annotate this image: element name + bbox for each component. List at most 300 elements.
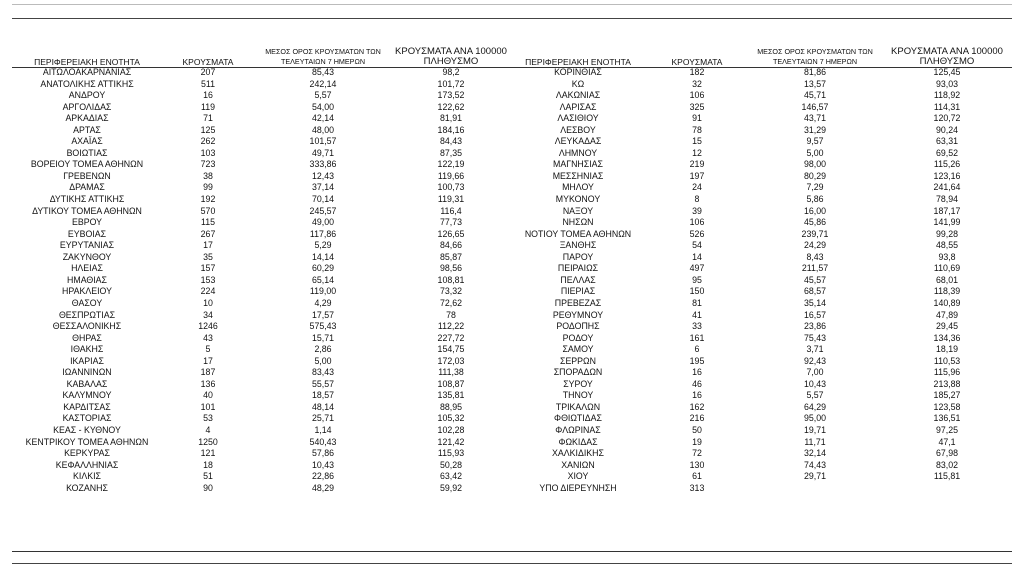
header-per100k-2: ΚΡΟΥΣΜΑΤΑ ΑΝΑ 100000 ΠΛΗΘΥΣΜΟ: [891, 46, 1003, 67]
left-avg7-cell: 5,00: [314, 355, 332, 366]
left-region-cell: ΗΡΑΚΛΕΙΟΥ: [62, 286, 112, 297]
left-region-cell: ΘΕΣΠΡΩΤΙΑΣ: [58, 309, 116, 320]
right-avg7-cell: 19,71: [803, 424, 826, 435]
left-avg7-cell: 48,29: [311, 482, 334, 493]
right-avg7-cell: 23,86: [803, 321, 826, 332]
table-row: [12, 240, 1012, 252]
left-avg7-cell: 22,86: [311, 471, 334, 482]
left-per100k-cell: 85,87: [439, 251, 462, 262]
right-avg7-cell: 45,71: [803, 90, 826, 101]
left-region-cell: ΔΥΤΙΚΟΥ ΤΟΜΕΑ ΑΘΗΝΩΝ: [32, 205, 142, 216]
left-per100k-cell: 73,32: [439, 286, 462, 297]
right-per100k-cell: 48,55: [935, 240, 958, 251]
left-avg7-cell: 2,86: [314, 344, 332, 355]
left-avg7-cell: 12,43: [311, 170, 334, 181]
left-region-cell: ΘΑΣΟΥ: [71, 297, 103, 308]
right-cases-cell: 41: [692, 309, 702, 320]
right-region-cell: ΦΛΩΡΙΝΑΣ: [555, 424, 601, 435]
right-per100k-cell: 115,81: [933, 471, 961, 482]
left-per100k-cell: 184,16: [437, 124, 465, 135]
right-avg7-cell: 75,43: [803, 332, 826, 343]
cases-table: [12, 40, 1012, 494]
left-avg7-cell: 5,57: [314, 90, 332, 101]
right-region-cell: ΠΕΛΛΑΣ: [560, 274, 596, 285]
right-per100k-cell: 93,8: [938, 251, 956, 262]
right-region-cell: ΧΑΛΚΙΔΙΚΗΣ: [552, 448, 604, 459]
left-avg7-cell: 14,14: [311, 251, 334, 262]
left-avg7-cell: 83,43: [311, 367, 334, 378]
right-avg7-cell: 43,71: [803, 113, 826, 124]
right-cases-cell: 162: [689, 401, 705, 412]
table-row: [12, 67, 1012, 79]
left-avg7-cell: 15,71: [311, 332, 334, 343]
right-region-cell: ΥΠΟ ΔΙΕΡΕΥΝΗΣΗ: [539, 482, 617, 493]
right-per100k-cell: 83,02: [935, 459, 958, 470]
right-avg7-cell: 31,29: [803, 124, 826, 135]
header-region: ΠΕΡΙΦΕΡΕΙΑΚΗ ΕΝΟΤΗΤΑ: [34, 57, 140, 67]
right-avg7-cell: 10,43: [803, 378, 826, 389]
right-per100k-cell: 123,58: [933, 401, 961, 412]
table-row: [12, 113, 1012, 125]
left-region-cell: ΒΟΡΕΙΟΥ ΤΟΜΕΑ ΑΘΗΝΩΝ: [30, 159, 144, 170]
right-region-cell: ΠΙΕΡΙΑΣ: [560, 286, 596, 297]
header-avg7: ΜΕΣΟΣ ΟΡΟΣ ΚΡΟΥΣΜΑΤΩΝ ΤΩΝ ΤΕΛΕΥΤΑΙΩΝ 7 ΗΜΕΡΩΝ: [265, 47, 381, 66]
right-region-cell: ΡΟΔΟΠΗΣ: [556, 321, 600, 332]
left-region-cell: ΔΥΤΙΚΗΣ ΑΤΤΙΚΗΣ: [49, 194, 125, 205]
right-cases-cell: 81: [692, 297, 702, 308]
table-body: [12, 67, 1012, 494]
right-cases-cell: 106: [689, 217, 705, 228]
table-row: [12, 252, 1012, 264]
right-per100k-cell: 47,89: [935, 309, 958, 320]
left-avg7-cell: 54,00: [311, 101, 334, 112]
left-avg7-cell: 85,43: [311, 67, 334, 78]
left-region-cell: ΘΗΡΑΣ: [72, 332, 102, 343]
right-cases-cell: 33: [692, 321, 702, 332]
right-avg7-cell: 64,29: [803, 401, 826, 412]
table-row: [12, 125, 1012, 137]
table-row: [12, 483, 1012, 495]
right-per100k-cell: 187,17: [933, 205, 961, 216]
right-avg7-cell: 239,71: [801, 228, 829, 239]
right-cases-cell: 50: [692, 424, 702, 435]
left-region-cell: ΚΑΣΤΟΡΙΑΣ: [62, 413, 112, 424]
left-region-cell: ΓΡΕΒΕΝΩΝ: [63, 170, 111, 181]
right-region-cell: ΛΑΚΩΝΙΑΣ: [555, 90, 601, 101]
left-avg7-cell: 10,43: [311, 459, 334, 470]
left-per100k-cell: 172,03: [437, 355, 465, 366]
left-avg7-cell: 48,14: [311, 401, 334, 412]
right-region-cell: ΛΕΥΚΑΔΑΣ: [554, 136, 602, 147]
right-region-cell: ΡΟΔΟΥ: [562, 332, 594, 343]
right-avg7-cell: 92,43: [803, 355, 826, 366]
right-avg7-cell: 95,00: [803, 413, 826, 424]
right-cases-cell: 195: [689, 355, 705, 366]
right-region-cell: ΡΕΘΥΜΝΟΥ: [552, 309, 604, 320]
left-region-cell: ΙΩΑΝΝΙΝΩΝ: [62, 367, 112, 378]
left-avg7-cell: 540,43: [309, 436, 337, 447]
left-cases-cell: 17: [203, 240, 213, 251]
left-region-cell: ΚΕΝΤΡΙΚΟΥ ΤΟΜΕΑ ΑΘΗΝΩΝ: [25, 436, 149, 447]
left-per100k-cell: 108,81: [437, 274, 465, 285]
right-per100k-cell: 97,25: [935, 424, 958, 435]
left-per100k-cell: 63,42: [439, 471, 462, 482]
right-cases-cell: 6: [694, 344, 700, 355]
right-region-cell: ΜΕΣΣΗΝΙΑΣ: [552, 170, 604, 181]
table-row: [12, 379, 1012, 391]
left-avg7-cell: 575,43: [309, 321, 337, 332]
left-per100k-cell: 105,32: [437, 413, 465, 424]
left-per100k-cell: 81,91: [439, 113, 462, 124]
right-region-cell: ΛΗΜΝΟΥ: [558, 147, 598, 158]
left-cases-cell: 207: [200, 67, 216, 78]
left-avg7-cell: 333,86: [309, 159, 337, 170]
right-cases-cell: 16: [692, 367, 702, 378]
table-row: [12, 148, 1012, 160]
header-per100k: ΚΡΟΥΣΜΑΤΑ ΑΝΑ 100000 ΠΛΗΘΥΣΜΟ: [395, 46, 507, 67]
right-cases-cell: 16: [692, 390, 702, 401]
left-region-cell: ΑΧΑΪΑΣ: [71, 136, 103, 147]
left-avg7-cell: 57,86: [311, 448, 334, 459]
right-avg7-cell: 11,71: [804, 436, 826, 447]
left-avg7-cell: 48,00: [311, 124, 334, 135]
left-region-cell: ΒΟΙΩΤΙΑΣ: [66, 147, 108, 158]
right-cases-cell: 150: [689, 286, 705, 297]
right-cases-cell: 61: [692, 471, 702, 482]
left-region-cell: ΑΝΔΡΟΥ: [68, 90, 106, 101]
left-cases-cell: 35: [203, 251, 213, 262]
right-cases-cell: 313: [689, 482, 705, 493]
table-row: [12, 413, 1012, 425]
right-avg7-cell: 35,14: [803, 297, 826, 308]
table-row: [12, 171, 1012, 183]
right-avg7-cell: 98,00: [803, 159, 826, 170]
left-cases-cell: 723: [200, 159, 216, 170]
left-per100k-cell: 87,35: [439, 147, 462, 158]
right-cases-cell: 46: [692, 378, 702, 389]
left-cases-cell: 5: [205, 344, 211, 355]
left-avg7-cell: 25,71: [311, 413, 334, 424]
left-per100k-cell: 78: [446, 309, 456, 320]
right-cases-cell: 497: [689, 263, 705, 274]
right-cases-cell: 325: [689, 101, 705, 112]
right-per100k-cell: 90,24: [935, 124, 958, 135]
right-per100k-cell: 115,96: [933, 367, 961, 378]
right-per100k-cell: 115,26: [933, 159, 961, 170]
left-region-cell: ΘΕΣΣΑΛΟΝΙΚΗΣ: [52, 321, 122, 332]
left-cases-cell: 40: [203, 390, 213, 401]
right-cases-cell: 106: [689, 90, 705, 101]
right-per100k-cell: 67,98: [935, 448, 958, 459]
right-avg7-cell: 24,29: [803, 240, 826, 251]
left-per100k-cell: 116,4: [440, 205, 462, 216]
right-per100k-cell: 93,03: [935, 78, 958, 89]
left-per100k-cell: 121,42: [437, 436, 465, 447]
right-avg7-cell: 9,57: [806, 136, 824, 147]
left-per100k-cell: 102,28: [437, 424, 465, 435]
right-region-cell: ΠΡΕΒΕΖΑΣ: [554, 297, 602, 308]
right-avg7-cell: 16,00: [803, 205, 826, 216]
table-row: [12, 182, 1012, 194]
right-per100k-cell: 68,01: [935, 274, 958, 285]
right-cases-cell: 32: [692, 78, 702, 89]
left-avg7-cell: 4,29: [314, 297, 332, 308]
table-row: [12, 136, 1012, 148]
right-avg7-cell: 32,14: [803, 448, 826, 459]
top-rule: [12, 18, 1012, 19]
left-per100k-cell: 100,73: [437, 182, 465, 193]
left-avg7-cell: 242,14: [309, 78, 337, 89]
right-per100k-cell: 29,45: [935, 321, 958, 332]
left-avg7-cell: 42,14: [311, 113, 334, 124]
left-per100k-cell: 101,72: [437, 78, 465, 89]
table-row: [12, 298, 1012, 310]
header-cases-2: ΚΡΟΥΣΜΑΤΑ: [671, 57, 723, 67]
left-per100k-cell: 119,66: [437, 170, 465, 181]
right-region-cell: ΣΑΜΟΥ: [562, 344, 594, 355]
table-row: [12, 263, 1012, 275]
left-region-cell: ΕΥΒΟΙΑΣ: [67, 228, 107, 239]
left-cases-cell: 71: [203, 113, 213, 124]
right-cases-cell: 15: [692, 136, 702, 147]
right-region-cell: ΝΟΤΙΟΥ ΤΟΜΕΑ ΑΘΗΝΩΝ: [524, 228, 632, 239]
right-per100k-cell: 123,16: [933, 170, 961, 181]
right-cases-cell: 78: [692, 124, 702, 135]
right-per100k-cell: 63,31: [935, 136, 958, 147]
right-per100k-cell: 241,64: [933, 182, 961, 193]
table-row: [12, 194, 1012, 206]
right-per100k-cell: 120,72: [933, 113, 961, 124]
left-per100k-cell: 98,2: [442, 67, 460, 78]
header-region-2: ΠΕΡΙΦΕΡΕΙΑΚΗ ΕΝΟΤΗΤΑ: [525, 57, 631, 67]
right-cases-cell: 72: [692, 448, 702, 459]
right-region-cell: ΦΘΙΩΤΙΔΑΣ: [554, 413, 602, 424]
left-cases-cell: 125: [200, 124, 216, 135]
right-region-cell: ΜΗΛΟΥ: [562, 182, 594, 193]
left-avg7-cell: 60,29: [311, 263, 334, 274]
left-cases-cell: 16: [203, 90, 213, 101]
table-row: [12, 367, 1012, 379]
left-cases-cell: 511: [200, 78, 216, 89]
left-per100k-cell: 112,22: [437, 321, 465, 332]
right-per100k-cell: 110,53: [933, 355, 961, 366]
left-region-cell: ΚΑΛΥΜΝΟΥ: [62, 390, 112, 401]
left-per100k-cell: 84,66: [439, 240, 462, 251]
right-avg7-cell: 5,00: [806, 147, 824, 158]
left-cases-cell: 187: [200, 367, 216, 378]
left-per100k-cell: 122,62: [437, 101, 465, 112]
left-region-cell: ΚΙΛΚΙΣ: [73, 471, 101, 482]
left-cases-cell: 4: [205, 424, 211, 435]
left-per100k-cell: 135,81: [437, 390, 465, 401]
top-rule-light: [12, 4, 1012, 5]
left-per100k-cell: 227,72: [437, 332, 465, 343]
right-avg7-cell: 81,86: [803, 67, 826, 78]
table-row: [12, 159, 1012, 171]
right-per100k-cell: 136,51: [933, 413, 961, 424]
right-per100k-cell: 47,1: [938, 436, 956, 447]
right-region-cell: ΤΗΝΟΥ: [562, 390, 594, 401]
table-row: [12, 79, 1012, 91]
left-region-cell: ΔΡΑΜΑΣ: [69, 182, 105, 193]
left-cases-cell: 51: [203, 471, 213, 482]
right-region-cell: ΣΠΟΡΑΔΩΝ: [553, 367, 603, 378]
table-row: [12, 448, 1012, 460]
left-region-cell: ΑΡΤΑΣ: [73, 124, 101, 135]
table-header-row: [12, 40, 1012, 67]
right-avg7-cell: 45,57: [803, 274, 826, 285]
right-avg7-cell: 29,71: [803, 471, 826, 482]
left-region-cell: ΑΡΚΑΔΙΑΣ: [65, 113, 109, 124]
right-avg7-cell: 5,86: [806, 194, 824, 205]
right-cases-cell: 91: [692, 113, 702, 124]
right-avg7-cell: 74,43: [803, 459, 826, 470]
table-row: [12, 390, 1012, 402]
table-row: [12, 275, 1012, 287]
right-cases-cell: 197: [689, 170, 705, 181]
right-per100k-cell: 78,94: [935, 194, 958, 205]
left-per100k-cell: 88,95: [439, 401, 462, 412]
left-per100k-cell: 84,43: [439, 136, 462, 147]
right-region-cell: ΝΗΣΩΝ: [562, 217, 594, 228]
left-avg7-cell: 49,71: [311, 147, 334, 158]
left-region-cell: ΚΕΦΑΛΛΗΝΙΑΣ: [55, 459, 119, 470]
left-cases-cell: 267: [200, 228, 216, 239]
left-cases-cell: 115: [200, 217, 216, 228]
right-per100k-cell: 125,45: [933, 67, 961, 78]
right-per100k-cell: 118,39: [933, 286, 961, 297]
table-row: [12, 356, 1012, 368]
left-region-cell: ΑΙΤΩΛΟΑΚΑΡΝΑΝΙΑΣ: [42, 67, 132, 78]
right-avg7-cell: 3,71: [806, 344, 824, 355]
right-cases-cell: 130: [689, 459, 705, 470]
right-cases-cell: 219: [689, 159, 705, 170]
left-region-cell: ΚΕΑΣ - ΚΥΘΝΟΥ: [53, 424, 121, 435]
table-row: [12, 102, 1012, 114]
left-per100k-cell: 50,28: [439, 459, 462, 470]
right-per100k-cell: 69,52: [935, 147, 958, 158]
left-per100k-cell: 59,92: [439, 482, 462, 493]
left-region-cell: ΙΚΑΡΙΑΣ: [70, 355, 104, 366]
header-cases: ΚΡΟΥΣΜΑΤΑ: [182, 57, 234, 67]
right-region-cell: ΛΑΣΙΘΙΟΥ: [557, 113, 599, 124]
table-row: [12, 344, 1012, 356]
left-avg7-cell: 65,14: [311, 274, 334, 285]
left-cases-cell: 1250: [198, 436, 218, 447]
right-cases-cell: 182: [689, 67, 705, 78]
left-cases-cell: 101: [200, 401, 216, 412]
table-row: [12, 402, 1012, 414]
right-region-cell: ΚΩ: [571, 78, 585, 89]
left-per100k-cell: 173,52: [437, 90, 465, 101]
right-region-cell: ΧΙΟΥ: [567, 471, 589, 482]
table-row: [12, 90, 1012, 102]
table-row: [12, 460, 1012, 472]
left-cases-cell: 99: [203, 182, 213, 193]
right-cases-cell: 12: [692, 147, 702, 158]
right-cases-cell: 14: [692, 251, 702, 262]
right-region-cell: ΞΑΝΘΗΣ: [559, 240, 597, 251]
left-per100k-cell: 115,93: [437, 448, 465, 459]
right-cases-cell: 54: [692, 240, 702, 251]
right-region-cell: ΠΑΡΟΥ: [562, 251, 594, 262]
left-cases-cell: 53: [203, 413, 213, 424]
left-avg7-cell: 18,57: [311, 390, 334, 401]
left-cases-cell: 103: [200, 147, 216, 158]
left-avg7-cell: 101,57: [309, 136, 337, 147]
left-cases-cell: 18: [203, 459, 213, 470]
left-per100k-cell: 122,19: [437, 159, 465, 170]
left-avg7-cell: 49,00: [311, 217, 334, 228]
table-row: [12, 286, 1012, 298]
table-row: [12, 206, 1012, 218]
left-cases-cell: 153: [200, 274, 216, 285]
right-avg7-cell: 211,57: [801, 263, 829, 274]
right-cases-cell: 161: [689, 332, 705, 343]
left-region-cell: ΗΜΑΘΙΑΣ: [67, 274, 107, 285]
left-cases-cell: 224: [200, 286, 216, 297]
left-region-cell: ΙΘΑΚΗΣ: [70, 344, 104, 355]
left-region-cell: ΖΑΚΥΝΘΟΥ: [62, 251, 112, 262]
left-region-cell: ΚΕΡΚΥΡΑΣ: [64, 448, 110, 459]
left-region-cell: ΕΒΡΟΥ: [71, 217, 103, 228]
right-avg7-cell: 13,57: [803, 78, 826, 89]
right-avg7-cell: 146,57: [801, 101, 829, 112]
right-per100k-cell: [882, 483, 1012, 495]
left-cases-cell: 192: [200, 194, 216, 205]
left-avg7-cell: 5,29: [314, 240, 332, 251]
left-cases-cell: 262: [200, 136, 216, 147]
right-avg7-cell: 8,43: [806, 251, 824, 262]
right-per100k-cell: 185,27: [933, 390, 961, 401]
right-region-cell: ΣΕΡΡΩΝ: [560, 355, 596, 366]
left-cases-cell: 1246: [198, 321, 218, 332]
left-cases-cell: 570: [200, 205, 216, 216]
right-region-cell: ΚΟΡΙΝΘΙΑΣ: [554, 67, 602, 78]
bottom-rule: [12, 551, 1012, 552]
right-region-cell: ΧΑΝΙΩΝ: [561, 459, 595, 470]
left-cases-cell: 10: [203, 297, 213, 308]
left-region-cell: ΑΡΓΟΛΙΔΑΣ: [62, 101, 112, 112]
right-avg7-cell: 7,00: [806, 367, 824, 378]
left-avg7-cell: 1,14: [314, 424, 332, 435]
left-cases-cell: 157: [200, 263, 216, 274]
left-avg7-cell: 117,86: [309, 228, 337, 239]
left-per100k-cell: 72,62: [439, 297, 462, 308]
right-cases-cell: 95: [692, 274, 702, 285]
left-avg7-cell: 37,14: [311, 182, 334, 193]
right-per100k-cell: 114,31: [933, 101, 961, 112]
right-avg7-cell: 7,29: [806, 182, 824, 193]
right-region-cell: ΝΑΞΟΥ: [562, 205, 594, 216]
left-per100k-cell: 111,38: [438, 367, 464, 378]
table-row: [12, 217, 1012, 229]
right-per100k-cell: 134,36: [933, 332, 961, 343]
table-row: [12, 425, 1012, 437]
right-avg7-cell: 80,29: [803, 170, 826, 181]
right-cases-cell: 24: [692, 182, 702, 193]
right-region-cell: ΜΑΓΝΗΣΙΑΣ: [553, 159, 603, 170]
table-row: [12, 309, 1012, 321]
left-per100k-cell: 77,73: [439, 217, 462, 228]
left-cases-cell: 17: [203, 355, 213, 366]
right-per100k-cell: 99,28: [935, 228, 958, 239]
left-avg7-cell: 119,00: [309, 286, 337, 297]
table-row: [12, 333, 1012, 345]
right-region-cell: ΣΥΡΟΥ: [563, 378, 593, 389]
left-avg7-cell: 70,14: [311, 194, 334, 205]
right-region-cell: ΠΕΙΡΑΙΩΣ: [557, 263, 599, 274]
